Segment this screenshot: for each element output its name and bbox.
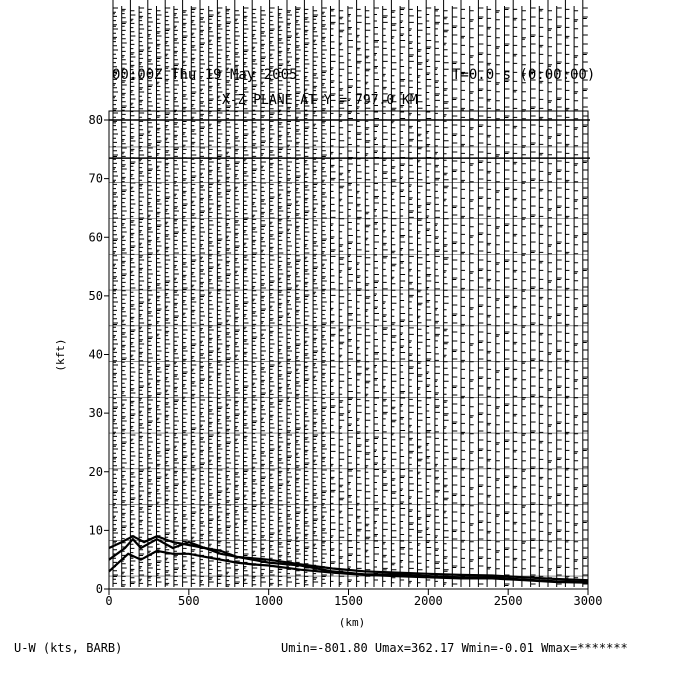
y-tick-label: 10 (88, 523, 103, 538)
y-tick-label: 60 (88, 230, 103, 245)
time-label: 00:00Z Thu 19 May 2005 (112, 67, 298, 83)
barb-feathers (574, 11, 578, 578)
barb-feathers (418, 11, 423, 583)
x-tick-label: 2000 (413, 594, 443, 608)
x-axis-label: (km) (338, 616, 366, 629)
time-step-label: T=0.0 s (0:00:00) (452, 67, 596, 83)
y-tick-label: 20 (88, 464, 103, 479)
barb-feathers (148, 9, 153, 584)
barb-feathers (583, 8, 588, 584)
barb-feathers (157, 11, 162, 582)
barb-feathers (565, 9, 569, 578)
barb-feathers (122, 9, 127, 586)
barb-feathers (539, 9, 543, 576)
barb-feathers (209, 11, 214, 582)
x-tick-label: 0 (105, 594, 113, 608)
barb-feathers (165, 8, 170, 585)
x-tick-label: 500 (177, 594, 200, 608)
barb-feathers (444, 11, 449, 585)
barb-feathers (139, 8, 144, 583)
barb-feathers (191, 8, 196, 583)
barb-feathers (505, 8, 510, 586)
y-axis-label: (kft) (54, 338, 67, 372)
barb-feathers (130, 11, 135, 584)
x-tick-label: 1500 (334, 594, 363, 608)
y-tick-label: 40 (88, 347, 103, 362)
y-tick-label: 30 (88, 406, 103, 421)
barb-feathers (426, 8, 431, 580)
barb-feathers (548, 11, 552, 578)
barb-feathers (461, 9, 465, 578)
x-tick-label: 1000 (254, 594, 284, 608)
barb-feathers (522, 11, 526, 580)
barb-feathers (174, 9, 179, 584)
barb-feathers (435, 9, 440, 581)
barb-feathers (531, 8, 536, 584)
barb-feathers (183, 11, 188, 582)
y-tick-label: 80 (88, 113, 103, 127)
barb-feathers (470, 11, 474, 578)
barb-feathers (496, 11, 500, 578)
wind-barbs (109, 0, 588, 587)
barb-feathers (200, 9, 205, 584)
x-tick-label: 2500 (493, 594, 523, 608)
y-tick-label: 0 (95, 582, 103, 596)
field-label: U-W (kts, BARB) (14, 641, 123, 655)
y-tick-label: 70 (88, 171, 103, 186)
barb-feathers (513, 9, 517, 576)
barb-feathers (452, 8, 457, 584)
stats-label: Umin=-801.80 Umax=362.17 Wmin=-0.01 Wmax=******* (281, 641, 628, 655)
barb-feathers (478, 8, 483, 584)
y-tick-label: 50 (88, 288, 103, 303)
barb-feathers (113, 8, 118, 583)
barb-feathers (487, 9, 491, 576)
x-tick-label: 3000 (573, 594, 603, 608)
barb-feathers (557, 8, 562, 584)
plane-label: X-Z PLANE AT Y = 797.0 KM (222, 93, 418, 108)
